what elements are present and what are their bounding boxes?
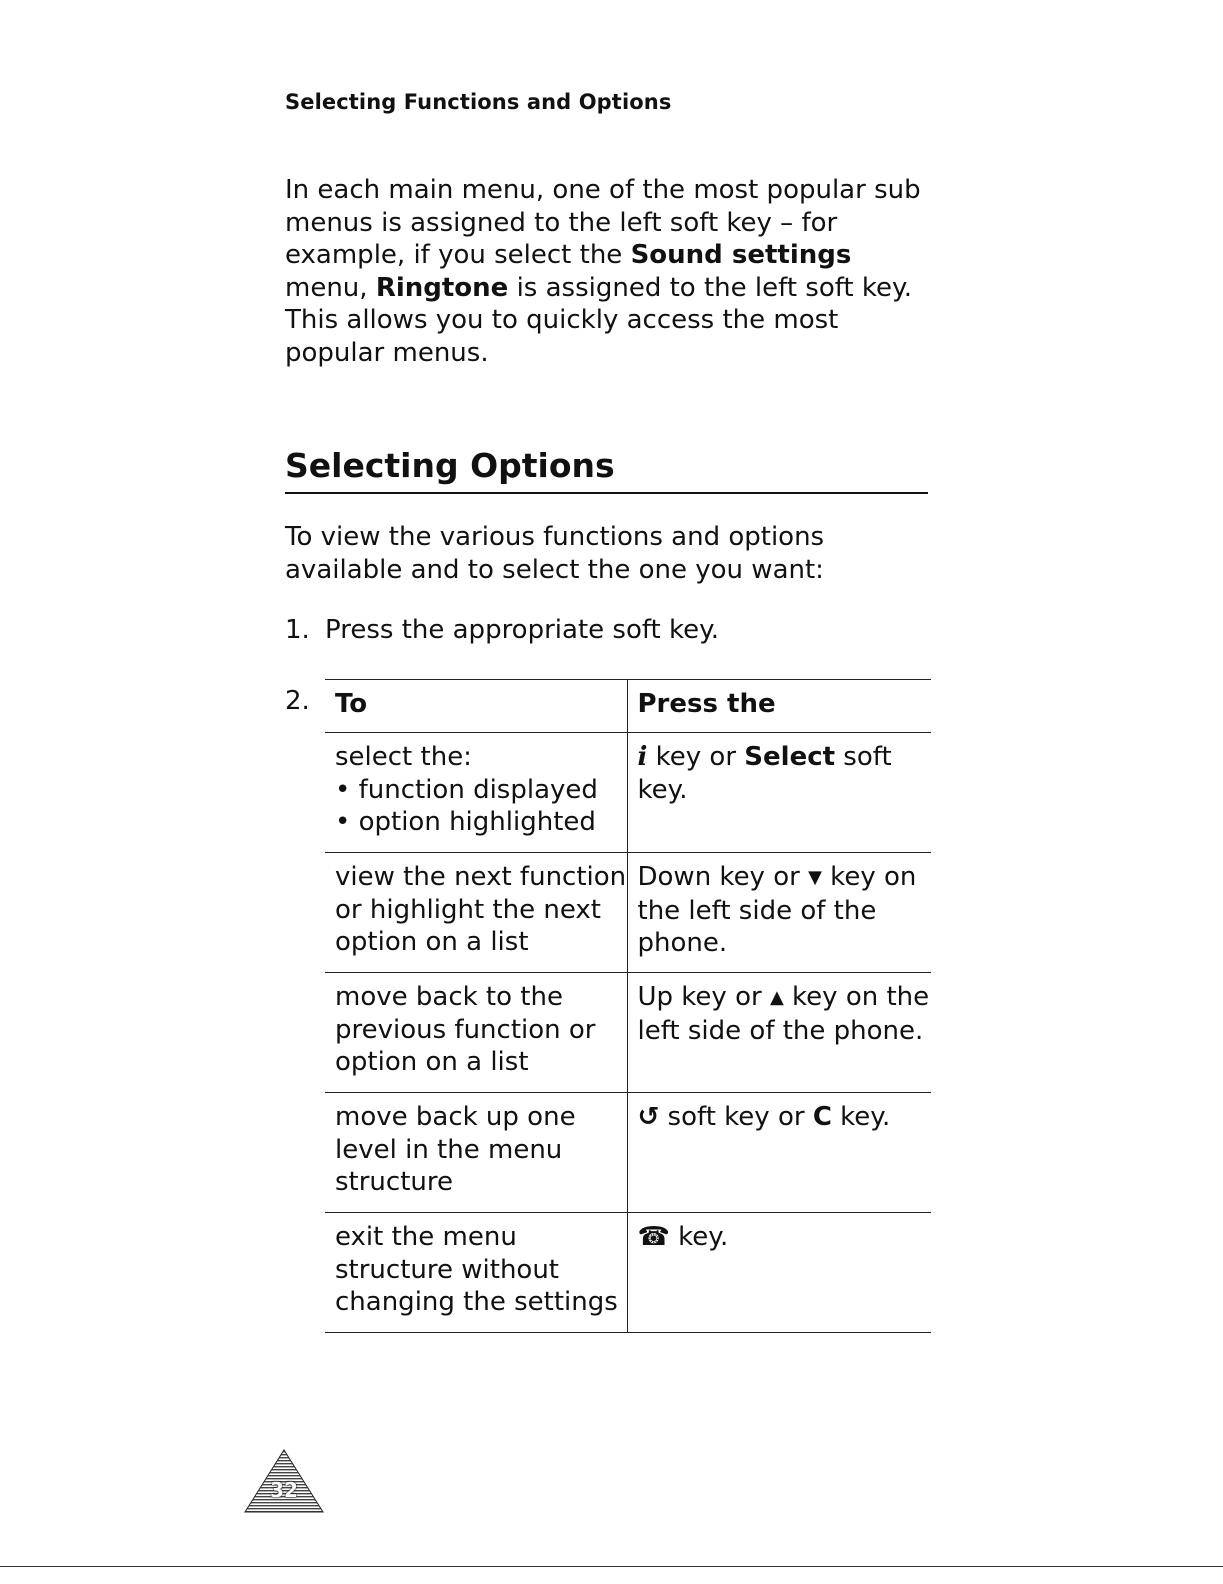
row-2-press-pre: Down key or <box>637 862 809 892</box>
step-1 <box>285 614 719 646</box>
row-1-press-bold: Select <box>744 742 836 772</box>
info-key-icon: i <box>637 742 648 772</box>
intro-text-3: is assigned to the left soft key. This allows you to quickly access the most popular menus. <box>285 272 912 368</box>
row-4-press-pre: soft key or <box>659 1102 813 1132</box>
row-1-bullet-2: • option highlighted <box>335 807 596 837</box>
row-3-press-pre: Up key or <box>637 982 770 1012</box>
page-number-badge <box>243 1448 325 1514</box>
table-cell-to: view the next function or highlight the next option on a list <box>325 853 627 973</box>
bottom-rule <box>0 1566 1223 1567</box>
row-1-bullet-1: • function displayed <box>335 774 598 805</box>
step-1-number: 1. <box>285 615 310 645</box>
row-1-intro: select the: <box>335 742 472 772</box>
table-cell-to <box>325 733 627 853</box>
intro-bold-ringtone: Ringtone <box>375 272 509 303</box>
table-cell-press <box>627 1213 931 1333</box>
volume-up-key-icon: ▲ <box>769 987 784 1008</box>
header-press-the: Press the <box>627 680 931 733</box>
table-cell-press <box>627 1093 931 1213</box>
row-5-press-post: key. <box>669 1222 729 1252</box>
intro-bold-sound-settings: Sound settings <box>630 240 852 270</box>
section-rule <box>285 492 928 494</box>
row-2-press-post: key on the left side of the phone. <box>637 862 917 958</box>
table-cell-to: move back up one level in the menu structure <box>325 1093 627 1213</box>
page-number: 32 <box>270 1478 298 1502</box>
table-cell-to: exit the menu structure without changing the settings <box>325 1213 627 1333</box>
step-2-number: 2. <box>285 686 310 716</box>
running-head: Selecting Functions and Options <box>285 90 672 114</box>
row-4-press-post: key. <box>831 1102 891 1132</box>
table-cell-press <box>627 733 931 853</box>
table-row <box>325 853 931 973</box>
row-1-press-post: soft key. <box>637 742 892 805</box>
intro-text-2: menu, <box>285 272 376 303</box>
row-1-press-pre: key or <box>647 742 745 772</box>
volume-down-key-icon: ▼ <box>808 867 822 888</box>
header-to: To <box>325 680 627 733</box>
table-row <box>325 1093 931 1213</box>
back-key-icon: ↺ <box>637 1102 660 1132</box>
table-cell-to: move back to the previous function or option on a list <box>325 973 627 1093</box>
table-cell-press <box>627 973 931 1093</box>
row-3-press-post: key on the left side of the phone. <box>637 982 930 1046</box>
section-paragraph: To view the various functions and options available and to select the one you want: <box>285 522 825 585</box>
table-row <box>325 973 931 1093</box>
table-row <box>325 733 931 853</box>
table-cell-press <box>627 853 931 973</box>
table-row <box>325 1213 931 1333</box>
end-power-key-icon: ☎ <box>637 1222 670 1252</box>
table-header-row <box>325 680 931 733</box>
step-1-text: Press the appropriate soft key. <box>325 615 720 645</box>
section-title: Selecting Options <box>285 446 615 485</box>
intro-paragraph <box>285 174 935 369</box>
options-table <box>325 679 931 1333</box>
row-4-press-bold: C <box>812 1102 832 1132</box>
intro-text-1: In each main menu, one of the most popular sub menus is assigned to the left soft key – for example, if you select the <box>285 175 921 270</box>
